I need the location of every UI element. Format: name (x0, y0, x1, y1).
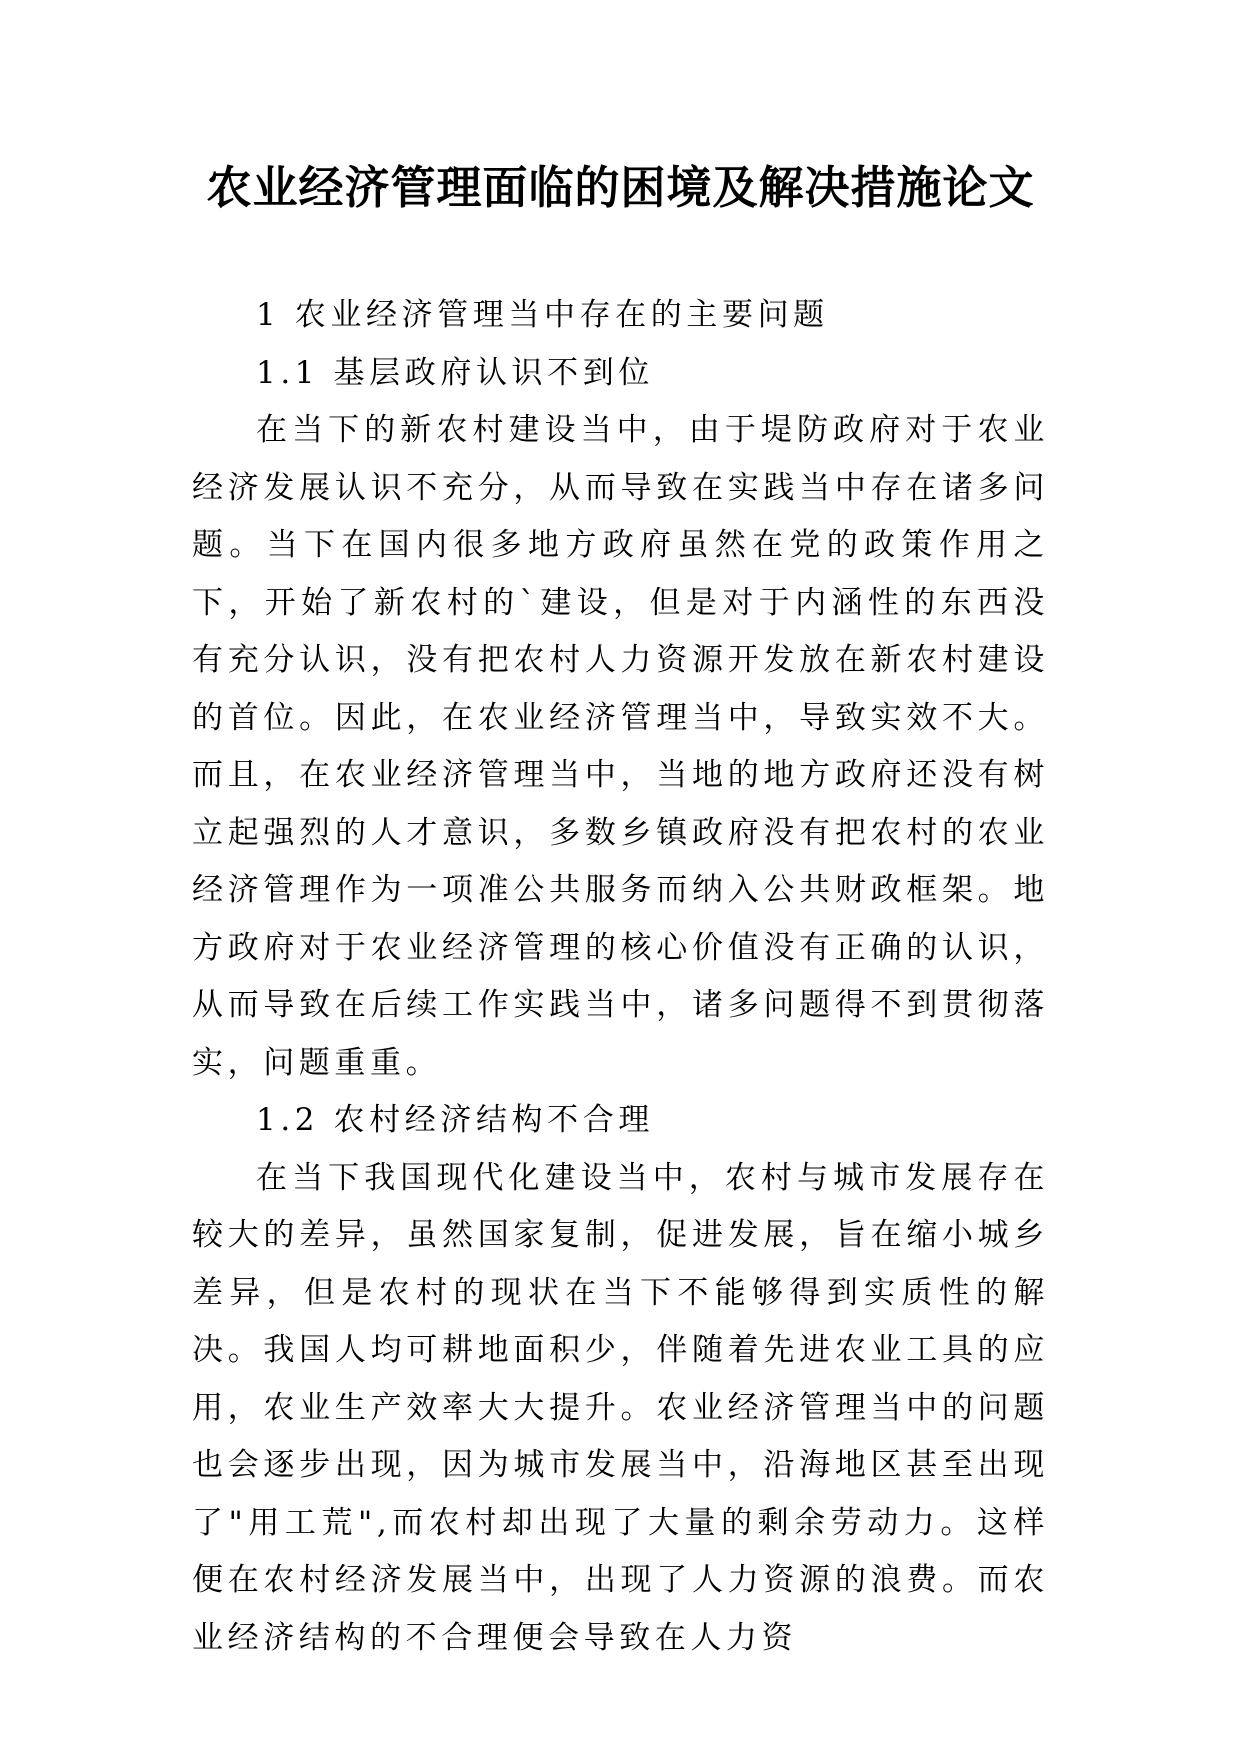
subsection-heading-1-2: 1.2 农村经济结构不合理 (256, 1102, 654, 1138)
subsection-heading-1-1: 1.1 基层政府认识不到位 (256, 354, 654, 391)
paragraph-1: 在当下的新农村建设当中，由于堤防政府对于农业经济发展认识不充分，从而导致在实践当中存在诸多问题。当下在国内很多地方政府虽然在党的政策作用之下，开始了新农村的`建设，但是对于内涵性的东西没有充分认识，没有把农村人力资源开发放在新农村建设的首位。因此，在农业经济管理当中，导致实效不大。而且，在农业经济管理当中，当地的地方政府还没有树立起强烈的人才意识，多数乡镇政府没有把农村的农业经济管理作为一项准公共服务而纳入公共财政框架。地方政府对于农业经济管理的核心价值没有正确的认识，从而导致在后续工作实践当中，诸多问题得不到贯彻落实，问题重重。 (192, 412, 1049, 1081)
section-heading-1: 1 农业经济管理当中存在的主要问题 (256, 297, 829, 333)
paragraph-2: 在当下我国现代化建设当中，农村与城市发展存在较大的差异，虽然国家复制，促进发展，旨在缩小城乡差异，但是农村的现状在当下不能够得到实质性的解决。我国人均可耕地面积少，伴随着先进农业工具的应用，农业生产效率大大提升。农业经济管理当中的问题也会逐步出现，因为城市发展当中，沿海地区甚至出现了"用工荒",而农村却出现了大量的剩余劳动力。这样便在农村经济发展当中，出现了人力资源的浪费。而农业经济结构的不合理便会导致在人力资 (192, 1159, 1049, 1656)
document-title: 农业经济管理面临的困境及解决措施论文 (206, 161, 1035, 214)
document-body (192, 287, 1049, 1667)
